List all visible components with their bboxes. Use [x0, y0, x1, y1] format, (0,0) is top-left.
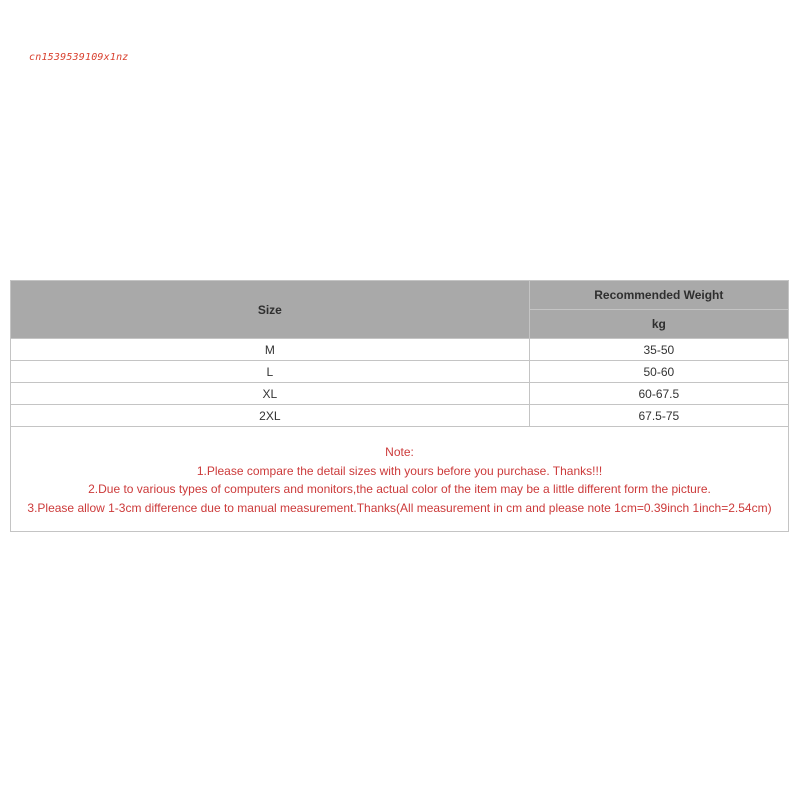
- note-line-1: 1.Please compare the detail sizes with yours before you purchase. Thanks!!!: [196, 463, 603, 478]
- table-row: [11, 383, 789, 405]
- table-row: [11, 405, 789, 427]
- size-chart-table: [10, 280, 789, 532]
- cell-weight: 60-67.5: [529, 383, 788, 405]
- cell-size: L: [11, 361, 530, 383]
- watermark-text: cn1539539109x1nz: [29, 52, 129, 63]
- cell-weight: 50-60: [529, 361, 788, 383]
- notes-row: [11, 427, 789, 532]
- table-row: [11, 361, 789, 383]
- cell-size: 2XL: [11, 405, 530, 427]
- header-size: Size: [11, 281, 530, 339]
- note-line-3: 3.Please allow 1-3cm difference due to manual measurement.Thanks(All measurement in cm and please note 1cm=0.39inch 1inch=2.54cm): [27, 500, 772, 515]
- table-row: [11, 339, 789, 361]
- header-recommended-weight: Recommended Weight: [529, 281, 788, 310]
- cell-weight: 67.5-75: [529, 405, 788, 427]
- header-unit: kg: [529, 310, 788, 339]
- cell-size: XL: [11, 383, 530, 405]
- cell-size: M: [11, 339, 530, 361]
- note-line-2: 2.Due to various types of computers and monitors,the actual color of the item may be a little different form the picture.: [88, 482, 711, 496]
- cell-weight: 35-50: [529, 339, 788, 361]
- notes-cell: [11, 427, 789, 532]
- note-heading: Note:: [385, 445, 414, 459]
- table-header-row: [11, 281, 789, 310]
